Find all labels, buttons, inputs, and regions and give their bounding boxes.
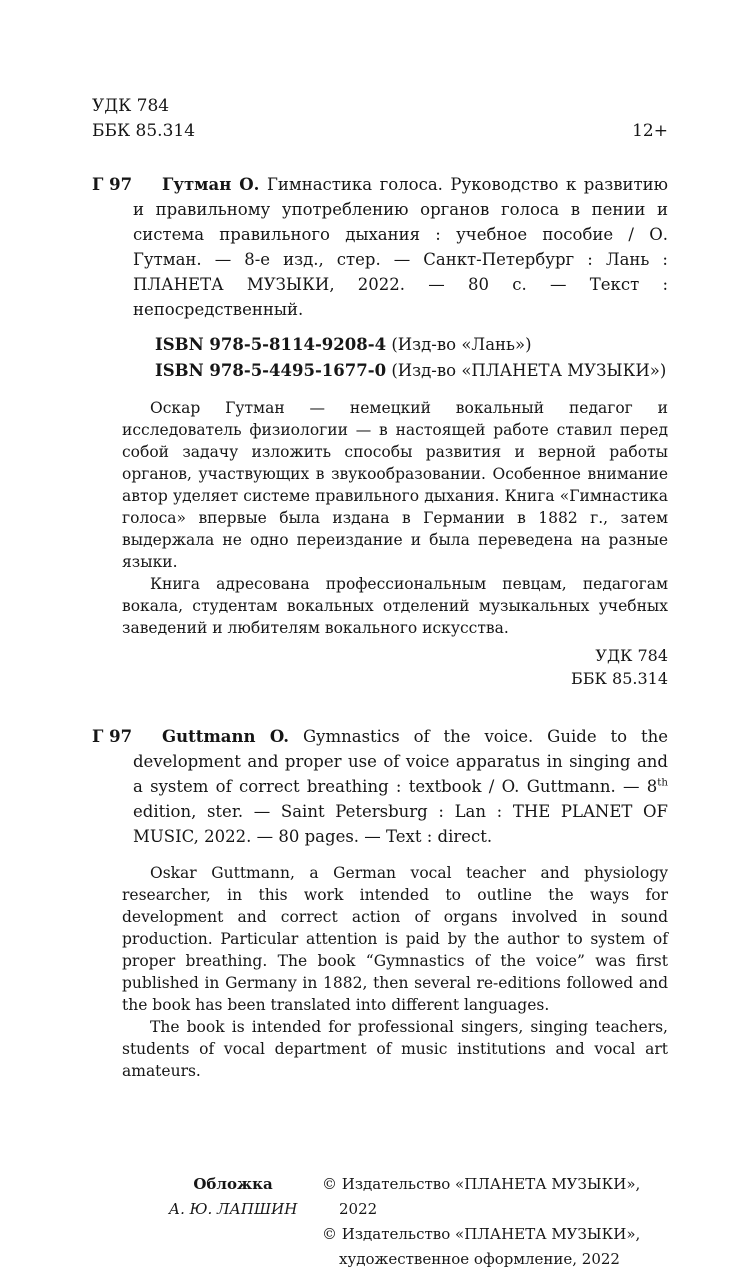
bib-author-ru: Гутман О.	[162, 175, 260, 194]
bib-author-en: Guttmann O.	[162, 727, 290, 746]
annotation-en-paragraph-1: Oskar Guttmann, a German vocal teacher and physiology researcher, in this work intended to outline the ways for development and correct action of organs involved in sound production. Particular attention is paid by the author to system of proper breathing. The book “Gymnastics of the voice” was first published in Germany in 1882, then several re-editions followed and the book has been translated into different languages.	[122, 864, 668, 1014]
annotation-ru	[122, 397, 668, 639]
isbn-number-planet-music: ISBN 978-5-4495-1677-0	[155, 361, 387, 380]
ordinal-superscript: th	[657, 777, 668, 789]
bbk-code-bottom: ББК 85.314	[571, 669, 668, 688]
bib-description-en-part2: edition, ster. — Saint Petersburg : Lan : THE PLANET OF MUSIC, 2022. — 80 pages. — Text : direct.	[133, 802, 668, 846]
annotation-ru-paragraph-1: Оскар Гутман — немецкий вокальный педагог и исследователь физиологии — в настоящей работе ставил перед собой задачу изложить способы развития и верной работы органов, участвующих в звукообразовании. Особенное внимание автор уделяет системе правильного дыхания. Книга «Гимнастика голоса» впервые была издана в Германии в 1882 г., затем выдержала не одно переиздание и была переведена на разные языки.	[122, 399, 668, 571]
isbn-line-planet-music	[155, 358, 668, 384]
bib-label-en: Г 97	[92, 727, 133, 746]
isbn-publisher-planet-music: (Изд-во «ПЛАНЕТА МУЗЫКИ»)	[391, 361, 667, 380]
udk-code: УДК 784	[92, 96, 170, 116]
annotation-ru-paragraph-2: Книга адресована профессиональным певцам, педагогам вокала, студентам вокальных отделений музыкальных учебных заведений и любителям вокального искусства.	[122, 575, 668, 637]
copyright-block	[322, 1172, 667, 1272]
bibliographic-entry-en	[92, 724, 668, 849]
credits-block	[92, 1172, 668, 1272]
isbn-number-lan: ISBN 978-5-8114-9208-4	[155, 335, 387, 354]
bib-description-en-part1: Gymnastics of the voice. Guide to the development and proper use of voice apparatus in singing and a system of correct breathing : textbook / O. Guttmann. — 8	[133, 727, 668, 796]
cover-credit-label: Обложка	[193, 1175, 273, 1193]
isbn-line-lan	[155, 332, 668, 358]
copyright-line-design: © Издательство «ПЛАНЕТА МУЗЫКИ», художественное оформление, 2022	[322, 1225, 641, 1268]
bbk-code: ББК 85.314	[92, 121, 196, 141]
annotation-en-paragraph-2: The book is intended for professional singers, singing teachers, students of vocal department of music institutions and vocal art amateurs.	[122, 1018, 668, 1080]
bib-label-ru: Г 97	[92, 175, 133, 194]
udk-bbk-block	[92, 94, 195, 144]
copyright-line-publisher: © Издательство «ПЛАНЕТА МУЗЫКИ», 2022	[322, 1175, 641, 1218]
cover-artist-name: А. Ю. ЛАПШИН	[168, 1200, 298, 1218]
annotation-en	[122, 862, 668, 1082]
classification-codes-top	[92, 94, 668, 144]
classification-codes-bottom	[92, 644, 668, 690]
isbn-publisher-lan: (Изд-во «Лань»)	[391, 335, 532, 354]
isbn-block	[155, 332, 668, 384]
bib-description-ru: Гимнастика голоса. Руководство к развитию и правильному употреблению органов голоса в пении и система правильного дыхания : учебное пособие / О. Гутман. — 8-е изд., стер. — Санкт-Петербург : Лань : ПЛАНЕТА МУЗЫКИ, 2022. — 80 с. — Текст : непосредственный.	[133, 175, 668, 319]
age-rating-badge: 12+	[632, 121, 668, 141]
bibliographic-entry-ru	[92, 172, 668, 322]
udk-code-bottom: УДК 784	[595, 646, 668, 665]
cover-credit	[147, 1172, 319, 1222]
